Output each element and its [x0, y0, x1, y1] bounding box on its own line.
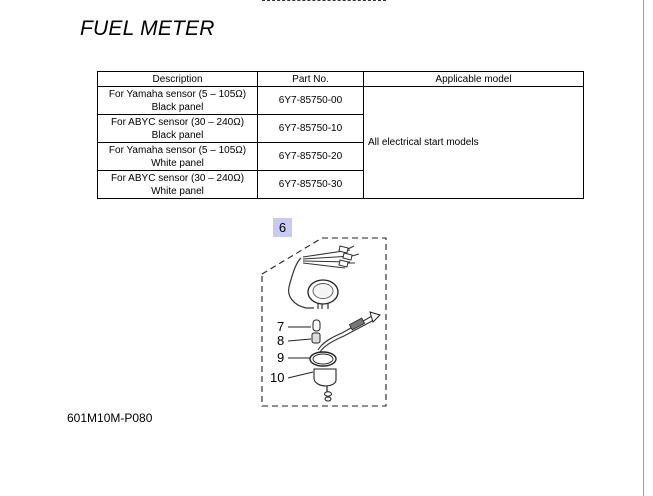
- sender-wire-icon: [320, 320, 374, 352]
- description-line: For ABYC sensor (30 – 240Ω): [110, 172, 245, 184]
- row-part-number: 6Y7-85750-20: [258, 143, 364, 171]
- gauge-face-icon: [313, 284, 333, 299]
- applicable-model: All electrical start models: [364, 87, 584, 199]
- bulb-socket-icon: [312, 333, 320, 343]
- callout-6: 6: [278, 220, 287, 235]
- callout-10-leader: [288, 372, 313, 378]
- callout-7: 7: [277, 319, 285, 334]
- header-applicable-model: Applicable model: [364, 72, 584, 87]
- previous-diagram-border: [262, 0, 386, 1]
- row-part-number: 6Y7-85750-10: [258, 115, 364, 143]
- sender-wire-icon: [318, 316, 372, 350]
- header-description: Description: [98, 72, 258, 87]
- callout-9: 9: [277, 350, 285, 365]
- callout-10: 10: [270, 370, 285, 385]
- mounting-bracket-icon: [314, 369, 336, 386]
- sender-terminal-icon: [349, 318, 364, 330]
- header-part-no: Part No.: [258, 72, 364, 87]
- bulb-icon: [313, 320, 320, 331]
- table-header-row: [98, 72, 584, 87]
- fuel-meter-exploded-diagram: [255, 215, 395, 411]
- washer-icon: [325, 397, 331, 401]
- description-panel: White panel: [151, 185, 204, 197]
- description-line: For ABYC sensor (30 – 240Ω): [110, 116, 245, 128]
- section-title: FUEL METER: [80, 17, 215, 40]
- row-part-number: 6Y7-85750-30: [258, 171, 364, 199]
- nut-icon: [325, 392, 332, 396]
- description-panel: Black panel: [151, 101, 204, 113]
- callout-8-leader: [288, 339, 311, 341]
- description-line: For Yamaha sensor (5 – 105Ω): [108, 144, 247, 156]
- row-description: [98, 143, 258, 171]
- row-description: [98, 87, 258, 115]
- document-code: 601M10M-P080: [67, 411, 153, 425]
- wire-harness-icon: [289, 258, 314, 308]
- parts-table: [97, 71, 584, 199]
- description-line: For Yamaha sensor (5 – 105Ω): [108, 88, 247, 100]
- description-panel: White panel: [151, 157, 204, 169]
- gasket-ring-icon: [313, 354, 333, 364]
- row-description: [98, 171, 258, 199]
- row-part-number: 6Y7-85750-00: [258, 87, 364, 115]
- description-panel: Black panel: [151, 129, 204, 141]
- row-description: [98, 115, 258, 143]
- terminal-tip-icon: [370, 312, 380, 322]
- table-row: [98, 87, 584, 115]
- page-edge: [643, 0, 653, 496]
- callout-8: 8: [277, 333, 285, 348]
